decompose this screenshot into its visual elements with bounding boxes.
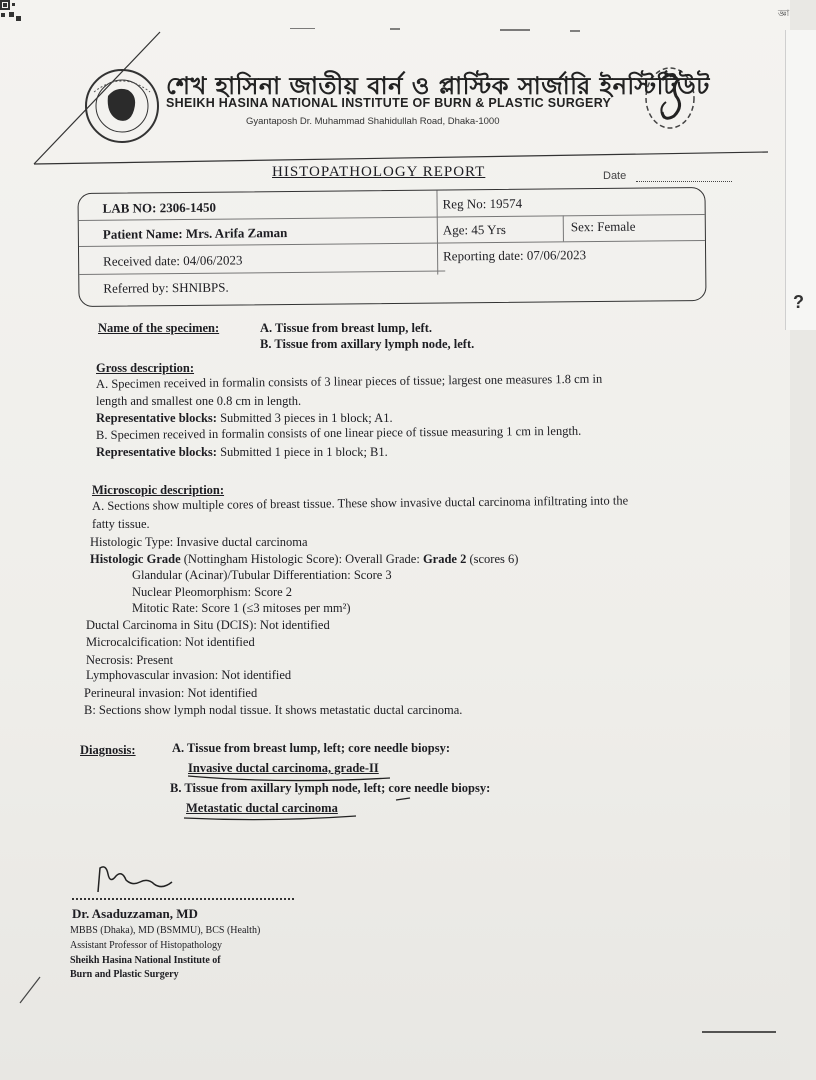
edge-mark-glyph: ? [793, 292, 804, 312]
diagnosis-b-result: Metastatic ductal carcinoma [186, 801, 338, 815]
patient-age: Age: 45 Yrs [442, 221, 506, 238]
corner-stamp-text: জ্ঞা [778, 8, 790, 18]
qr-code-icon [0, 0, 24, 24]
lymphovascular-status: Lymphovascular invasion: Not identified [86, 668, 292, 682]
institute-name-bangla: শেখ হাসিনা জাতীয় বার্ন ও প্লাস্টিক সার্জারি ইনস্টিটিউট [166, 72, 710, 100]
microscopic-heading: Microscopic description: [92, 483, 225, 497]
date-label: Date [603, 170, 627, 182]
adjacent-paper-edge [785, 30, 816, 330]
necrosis-status: Necrosis: Present [86, 653, 174, 667]
nuclear-score: Nuclear Pleomorphism: Score 2 [132, 585, 293, 599]
diagnosis-heading: Diagnosis: [80, 743, 136, 757]
grade-mid: (Nottingham Histologic Score): Overall Grade: [180, 552, 423, 566]
rep-b-value: Submitted 1 piece in 1 block; B1. [216, 445, 388, 459]
gross-rep-a [96, 411, 393, 426]
handwritten-signature [92, 862, 182, 898]
signatory-institute-line1: Sheikh Hasina National Institute of [70, 955, 221, 966]
registration-number: Reg No: 19574 [442, 195, 523, 212]
histologic-type: Histologic Type: Invasive ductal carcinoma [90, 535, 308, 549]
received-date: Received date: 04/06/2023 [103, 252, 243, 269]
microscopic-a-line2: fatty tissue. [92, 517, 150, 531]
rep-a-label: Representative blocks: [96, 411, 217, 425]
gross-a-line2: length and smallest one 0.8 cm in length. [96, 394, 302, 408]
report-title: HISTOPATHOLOGY REPORT [272, 164, 486, 180]
rep-a-value: Submitted 3 pieces in 1 block; A1. [216, 411, 393, 425]
grade-tail: (scores 6) [466, 552, 519, 566]
gross-heading: Gross description: [96, 361, 195, 375]
column-divider [436, 191, 438, 275]
row-divider [79, 270, 445, 275]
institute-name: SHEIKH HASINA NATIONAL INSTITUTE OF BURN & PLASTIC SURGERY [166, 96, 612, 110]
bottom-pen-line [700, 1022, 790, 1038]
mitotic-score: Mitotic Rate: Score 1 (≤3 mitoses per mm²) [132, 601, 351, 615]
margin-pen-mark [18, 975, 42, 1005]
perineural-status: Perineural invasion: Not identified [84, 686, 258, 700]
reporting-date: Reporting date: 07/06/2023 [443, 247, 587, 264]
grade-value: Grade 2 [422, 552, 467, 566]
gross-rep-b [96, 445, 388, 460]
gross-a-line1: A. Specimen received in formalin consists of 3 linear pieces of tissue; largest one measures 1.8 cm in [95, 371, 603, 391]
diagnosis-a-result: Invasive ductal carcinoma, grade-II [188, 761, 379, 775]
institute-address: Gyantaposh Dr. Muhammad Shahidullah Road, Dhaka-1000 [246, 116, 500, 127]
column-divider [563, 215, 564, 241]
patient-sex: Sex: Female [570, 218, 636, 235]
diagnosis-a-title: A. Tissue from breast lump, left; core needle biopsy: [172, 741, 451, 755]
patient-name: Patient Name: Mrs. Arifa Zaman [102, 225, 288, 242]
signature-line [72, 898, 294, 900]
signatory-institute-line2: Burn and Plastic Surgery [70, 969, 179, 980]
specimen-b: B. Tissue from axillary lymph node, left. [260, 337, 475, 351]
rep-b-label: Representative blocks: [96, 445, 217, 459]
glandular-score: Glandular (Acinar)/Tubular Differentiation: Score 3 [132, 568, 392, 582]
patient-info-box [77, 187, 706, 307]
pen-underline-marks [180, 772, 420, 822]
microscopic-b-line: B: Sections show lymph nodal tissue. It shows metastatic ductal carcinoma. [84, 703, 463, 717]
specimen-a: A. Tissue from breast lump, left. [260, 321, 432, 335]
government-seal-logo [82, 66, 162, 146]
diagnosis-b-title: B. Tissue from axillary lymph node, left; core needle biopsy: [170, 781, 491, 795]
signatory-position: Assistant Professor of Histopathology [70, 940, 222, 951]
grade-label: Histologic Grade [90, 552, 181, 566]
microscopic-a-line1: A. Sections show multiple cores of breast tissue. These show invasive ductal carcinoma infiltrating into the [91, 493, 629, 513]
signatory-degrees: MBBS (Dhaka), MD (BSMMU), BCS (Health) [70, 925, 261, 936]
lab-number: LAB NO: 2306-1450 [102, 199, 217, 216]
referred-by: Referred by: SHNIBPS. [103, 279, 229, 296]
gross-b-line: B. Specimen received in formalin consists of one linear piece of tissue measuring 1 cm in length. [95, 423, 582, 442]
histologic-grade [90, 552, 518, 567]
date-blank-line [636, 181, 732, 182]
microcalcification-status: Microcalcification: Not identified [86, 635, 255, 649]
signatory-name: Dr. Asaduzzaman, MD [72, 906, 198, 921]
specimen-heading: Name of the specimen: [98, 321, 220, 335]
dcis-status: Ductal Carcinoma in Situ (DCIS): Not identified [86, 618, 330, 632]
